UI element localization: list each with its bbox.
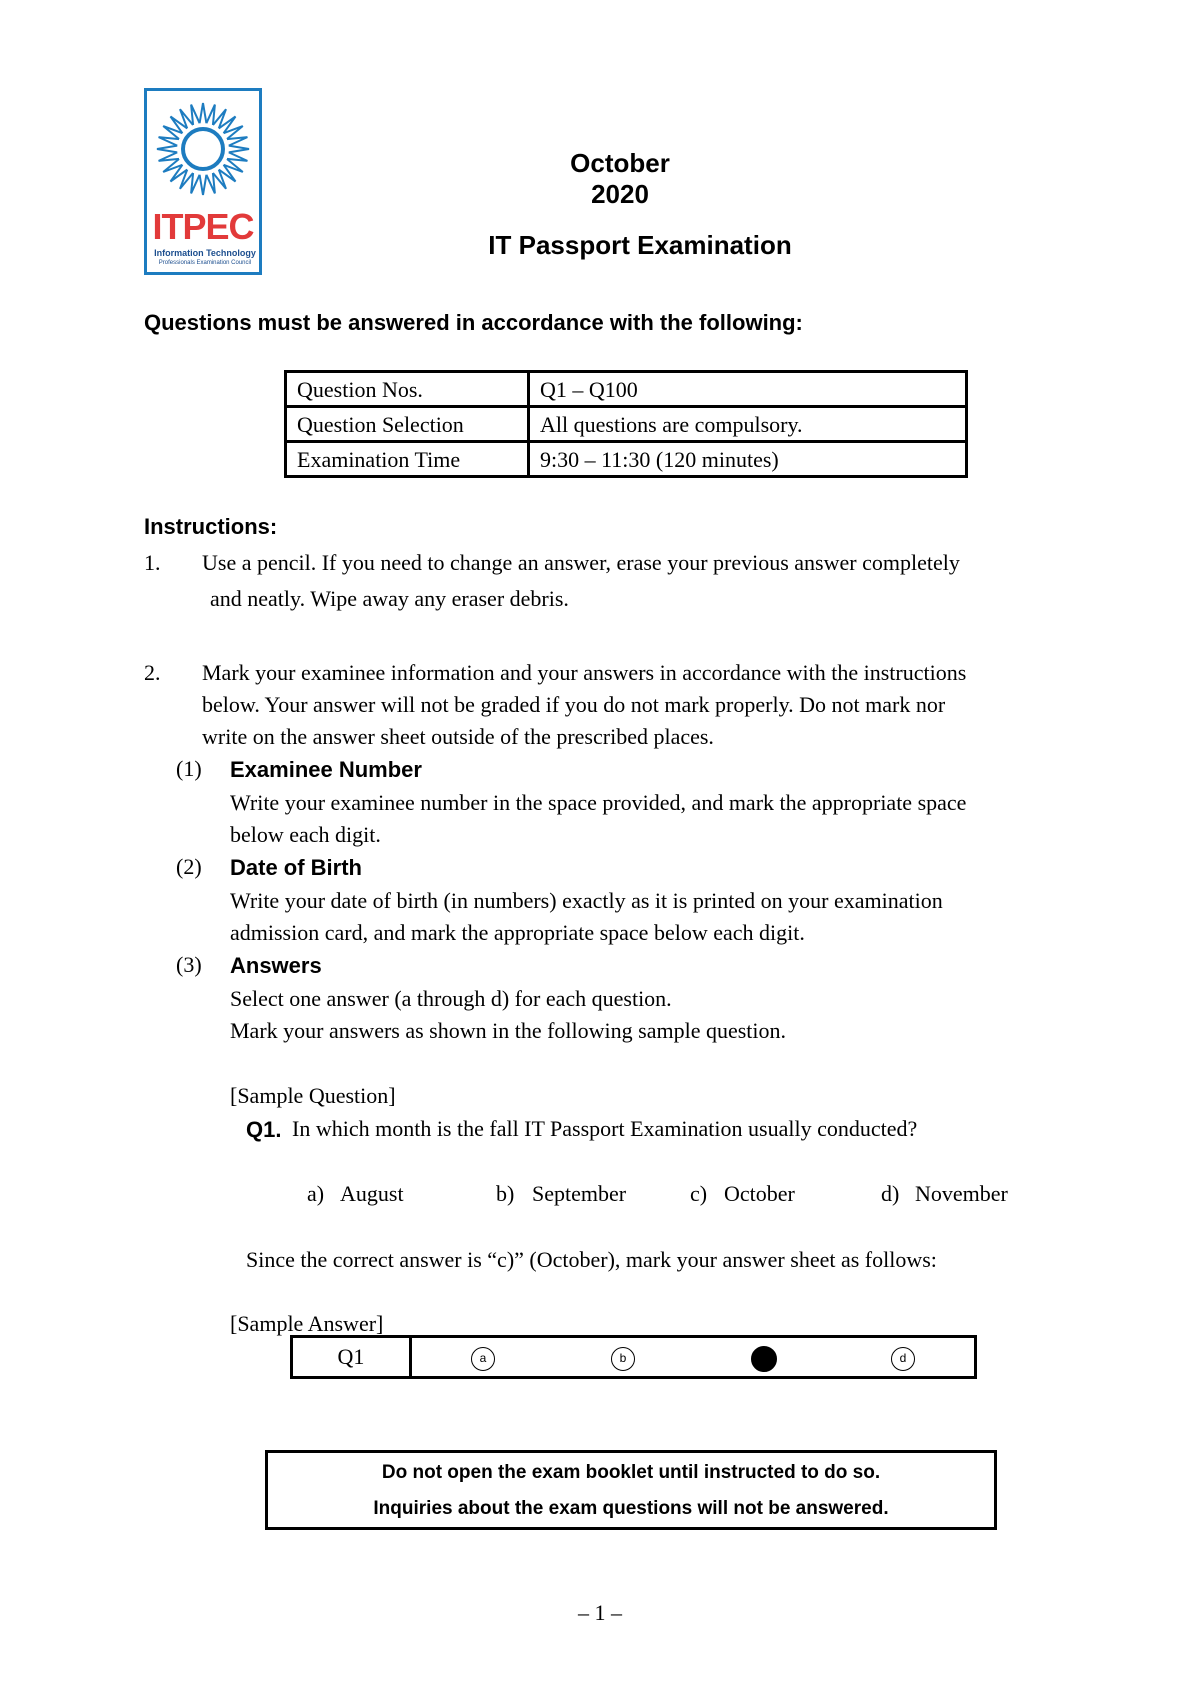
exam-date: October 2020 [570, 148, 670, 209]
info-value: All questions are compulsory. [529, 407, 967, 442]
instruction-text: Write your examinee number in the space provided, and mark the appropriate space [230, 790, 967, 815]
option-letter: b) [496, 1181, 515, 1206]
instruction-text: Write your date of birth (in numbers) exactly as it is printed on your examination [230, 888, 943, 913]
item-number: 1. [144, 550, 161, 575]
sub-item-number: (3) [176, 952, 202, 977]
logo-tagline: Information Technology [154, 248, 256, 258]
instruction-text: write on the answer sheet outside of the prescribed places. [202, 724, 714, 749]
instruction-text: Mark your answers as shown in the following sample question. [230, 1018, 787, 1043]
instruction-text: below each digit. [230, 822, 381, 847]
emblem-ray [206, 173, 215, 193]
answer-bubble-d: d [891, 1347, 915, 1371]
lead-text: Questions must be answered in accordance with the following: [144, 310, 803, 335]
emblem-ray [200, 103, 207, 123]
instruction-text: Use a pencil. If you need to change an answer, erase your previous answer completely [202, 550, 960, 575]
sub-item-number: (1) [176, 756, 202, 781]
instruction-text: Select one answer (a through d) for each question. [230, 986, 672, 1011]
emblem-ray [157, 146, 177, 153]
info-label: Examination Time [286, 442, 529, 477]
item-number: 2. [144, 660, 161, 685]
emblem-ray [206, 105, 215, 125]
emblem-ray [191, 173, 200, 193]
table-row [286, 407, 967, 442]
sample-explanation: Since the correct answer is “c)” (October), mark your answer sheet as follows: [246, 1247, 937, 1272]
notice-box [265, 1450, 997, 1530]
instruction-text: admission card, and mark the appropriate space below each digit. [230, 920, 805, 945]
sample-question-label: [Sample Question] [230, 1083, 396, 1108]
logo-subtagline: Professionals Examination Council [158, 260, 252, 266]
exam-title: IT Passport Examination [488, 230, 792, 260]
page-number: – 1 – [578, 1600, 622, 1625]
option-text: October [724, 1181, 795, 1206]
answer-bubble-c-filled [751, 1346, 777, 1372]
logo-brand: ITPEC [152, 206, 254, 247]
instruction-text: Mark your examinee information and your answers in accordance with the instructions [202, 660, 967, 685]
info-label: Question Selection [286, 407, 529, 442]
emblem-ray [159, 152, 179, 161]
option-letter: a) [307, 1181, 325, 1206]
emblem-ray [159, 137, 179, 146]
notice-line: Do not open the exam booklet until instructed to do so. [381, 1462, 881, 1483]
notice-line: Inquiries about the exam questions will not be answered. [373, 1498, 889, 1519]
itpec-logo [144, 88, 262, 275]
emblem-ray [227, 137, 247, 146]
sample-answer-label: [Sample Answer] [230, 1311, 384, 1336]
table-row [286, 442, 967, 477]
info-value: 9:30 – 11:30 (120 minutes) [529, 442, 967, 477]
sub-item-title: Examinee Number [230, 757, 422, 782]
sub-item-title: Date of Birth [230, 855, 362, 880]
emblem-ray [227, 152, 247, 161]
sub-item-number: (2) [176, 854, 202, 879]
option-letter: d) [881, 1181, 900, 1206]
info-label: Question Nos. [286, 372, 529, 407]
table-row [286, 372, 967, 407]
instruction-text: below. Your answer will not be graded if you do not mark properly. Do not mark nor [202, 692, 946, 717]
sub-item-title: Answers [230, 953, 322, 978]
emblem-ray [191, 105, 200, 125]
info-value: Q1 – Q100 [529, 372, 967, 407]
exam-info-table [284, 370, 968, 478]
emblem-ray [229, 146, 249, 153]
option-letter: c) [690, 1181, 708, 1206]
answer-bubble-a: a [471, 1347, 495, 1371]
answer-bubble-b: b [611, 1347, 635, 1371]
emblem-ray [200, 175, 207, 195]
sunburst-emblem-icon [147, 91, 259, 211]
option-text: November [915, 1181, 1008, 1206]
instruction-text: and neatly. Wipe away any eraser debris. [210, 586, 569, 611]
option-text: August [340, 1181, 404, 1206]
sample-question-text: In which month is the fall IT Passport Examination usually conducted? [292, 1116, 918, 1141]
instructions-heading: Instructions: [144, 514, 278, 539]
sample-answer-row [290, 1335, 977, 1379]
option-text: September [532, 1181, 627, 1206]
answer-question-number: Q1 [293, 1338, 412, 1376]
sample-question-number: Q1. [246, 1117, 282, 1142]
